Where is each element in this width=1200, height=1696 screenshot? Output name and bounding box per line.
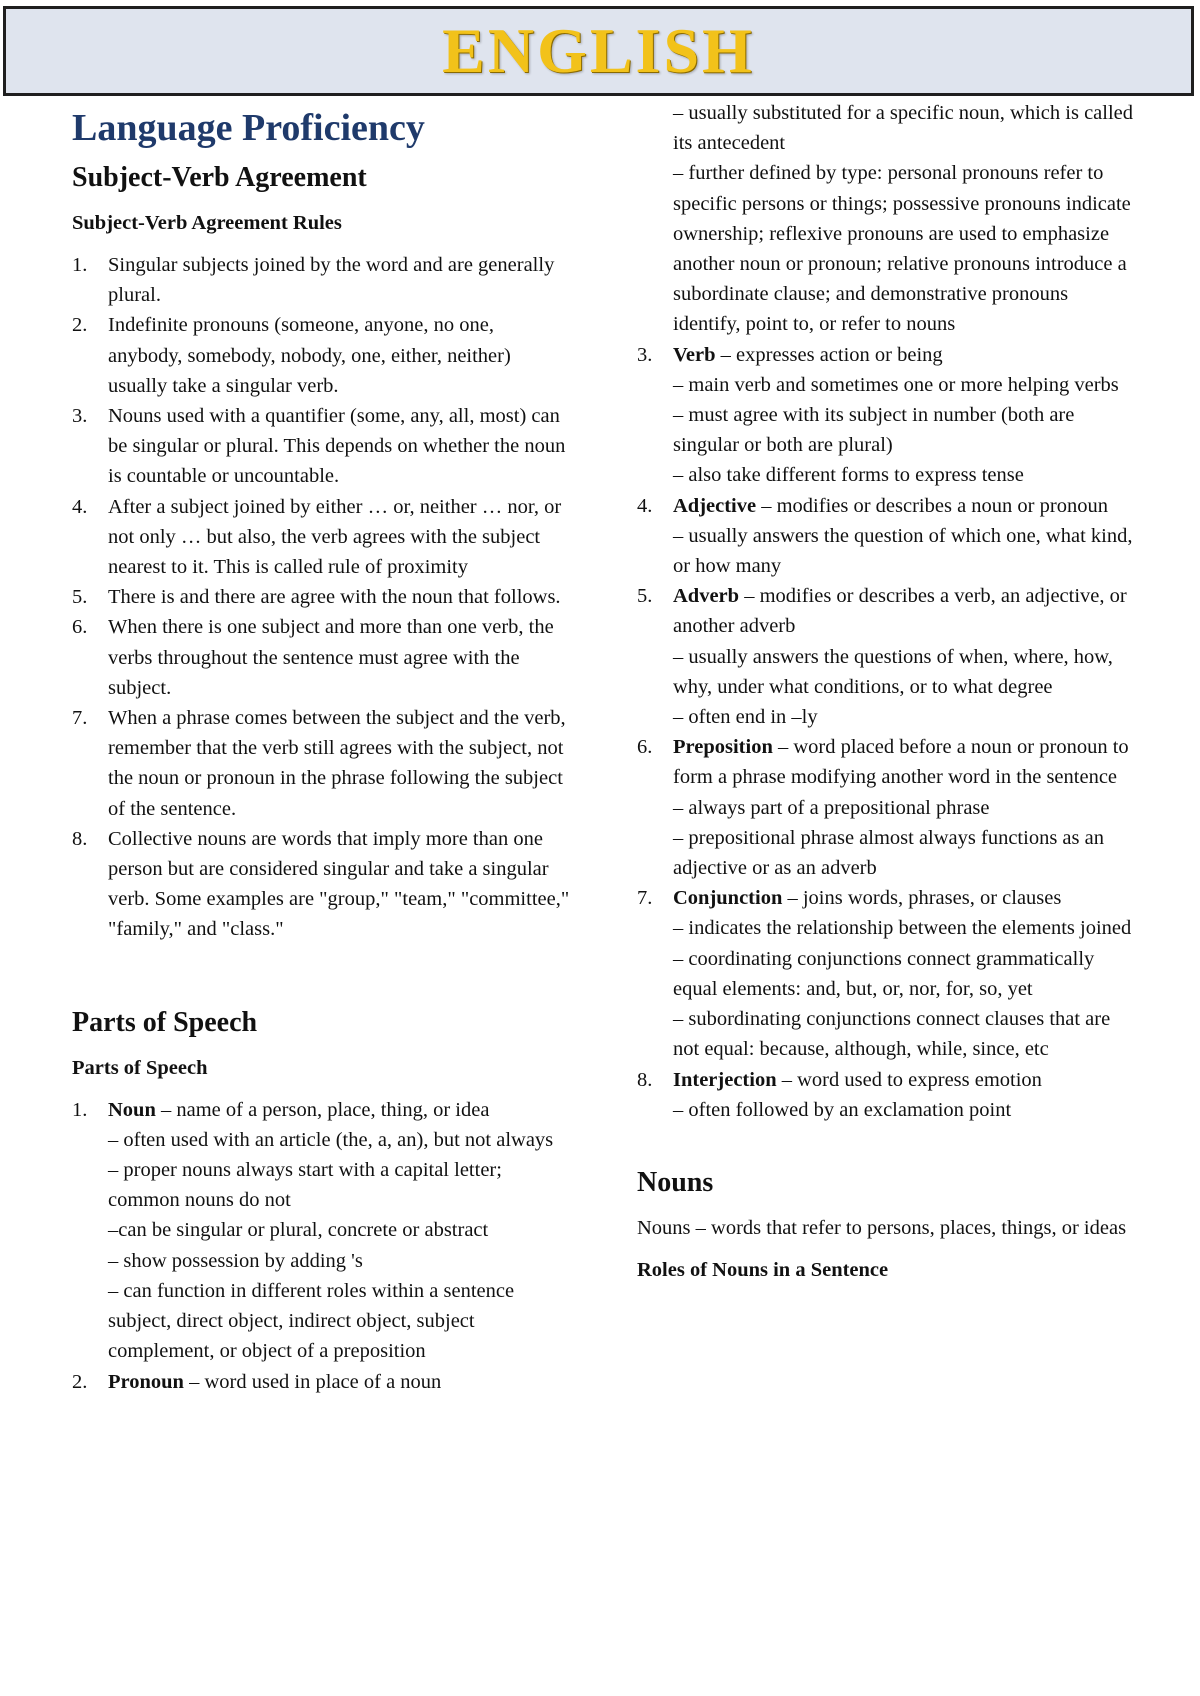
pos-definition: – word used in place of a noun <box>183 1370 442 1393</box>
pos-detail: – often followed by an exclamation point <box>673 1098 1012 1121</box>
pos-detail: – also take different forms to express tense <box>673 464 1024 487</box>
pos-detail: – usually answers the questions of when, where, how, why, under what conditions, or to what degree <box>673 645 1113 698</box>
pos-detail: – subordinating conjunctions connect clauses that are not equal: because, although, while, since, etc <box>673 1008 1111 1061</box>
pos-number: 5. <box>637 585 653 608</box>
pos-number: 4. <box>637 494 653 517</box>
pos-detail: – main verb and sometimes one or more helping verbs <box>673 373 1119 396</box>
pos-term: Conjunction <box>673 887 783 910</box>
pos-sub-heading: Parts of Speech <box>72 1056 208 1079</box>
rule-item <box>72 310 572 401</box>
pos-definition: – name of a person, place, thing, or idea <box>155 1098 490 1121</box>
sva-rules-heading: Subject-Verb Agreement Rules <box>72 212 342 234</box>
nouns-intro: Nouns – words that refer to persons, places, things, or ideas <box>637 1216 1127 1239</box>
rule-text: There is and there are agree with the noun that follows. <box>108 586 561 609</box>
pos-number: 1. <box>72 1098 88 1121</box>
pos-detail: – can function in different roles within a sentence subject, direct object, indirect object, subject complement, or object of a preposition <box>108 1279 515 1363</box>
pos-item-preposition <box>637 732 1137 883</box>
rule-item <box>72 582 572 612</box>
pos-detail: – often used with an article (the, a, an), but not always <box>108 1128 554 1151</box>
rule-text: When a phrase comes between the subject and the verb, remember that the verb still agrees with the subject, not the noun or pronoun in the phrase following the subject of the sentence. <box>108 707 566 820</box>
pos-term: Adverb <box>673 585 740 608</box>
sva-rules-list <box>72 250 572 945</box>
pos-item-adjective <box>637 491 1137 582</box>
rule-item <box>72 492 572 583</box>
pos-list-left <box>72 1095 572 1397</box>
pos-number: 6. <box>637 736 653 759</box>
pos-term: Preposition <box>673 736 773 759</box>
pos-detail: – usually substituted for a specific noun, which is called its antecedent <box>673 102 1134 155</box>
rule-number: 6. <box>72 616 88 639</box>
pos-item-pronoun <box>72 1367 572 1397</box>
pos-term: Noun <box>108 1098 156 1121</box>
nouns-heading: Nouns <box>637 1166 714 1198</box>
header-banner <box>3 6 1194 96</box>
rule-item <box>72 824 572 945</box>
pos-detail: – proper nouns always start with a capital letter; common nouns do not <box>108 1159 502 1212</box>
pos-number: 8. <box>637 1068 653 1091</box>
pos-definition: – expresses action or being <box>715 343 943 366</box>
sva-heading: Subject-Verb Agreement <box>72 162 367 193</box>
pos-item-pronoun-continued <box>637 98 1137 340</box>
right-column <box>637 98 1137 1285</box>
pos-detail: – prepositional phrase almost always functions as an adjective or as an adverb <box>673 826 1104 880</box>
pos-list-right <box>637 98 1137 1125</box>
rule-item <box>72 703 572 824</box>
rule-text: Singular subjects joined by the word and are generally plural. <box>108 254 555 307</box>
rule-text: Collective nouns are words that imply more than one person but are considered singular and take a singular verb. Some examples are "group," "team," "committee," "family," and "class." <box>108 827 570 941</box>
rule-item <box>72 612 572 703</box>
pos-term: Pronoun <box>108 1370 184 1393</box>
pos-number: 3. <box>637 343 653 366</box>
pos-item-conjunction <box>637 883 1137 1064</box>
pos-item-interjection <box>637 1065 1137 1125</box>
pos-heading: Parts of Speech <box>72 1006 258 1038</box>
rule-text: Nouns used with a quantifier (some, any, all, most) can be singular or plural. This depends on whether the noun is countable or uncountable. <box>108 405 566 488</box>
rule-number: 7. <box>72 707 88 730</box>
pos-item-verb <box>637 340 1137 491</box>
left-column <box>72 100 572 1397</box>
pos-detail: – indicates the relationship between the elements joined <box>673 917 1132 940</box>
pos-detail: – must agree with its subject in number (both are singular or both are plural) <box>673 404 1075 457</box>
rule-number: 3. <box>72 405 88 428</box>
pos-term: Verb <box>673 343 716 366</box>
rule-text: Indefinite pronouns (someone, anyone, no one, anybody, somebody, nobody, one, either, neither) usually take a singular verb. <box>108 314 511 397</box>
pos-detail: – further defined by type: personal pronouns refer to specific persons or things; possessive pronouns indicate ownership; reflexive pronouns are used to emphasize another noun or pronoun; relative pronouns introduce a subordinate clause; and demonstrative pronouns identify, point to, or refer to nouns <box>673 162 1131 336</box>
pos-detail: – coordinating conjunctions connect grammatically equal elements: and, but, or, nor, for, so, yet <box>673 947 1095 1000</box>
pos-detail: –can be singular or plural, concrete or abstract <box>108 1219 489 1242</box>
pos-term: Interjection <box>673 1068 777 1091</box>
banner-title: ENGLISH <box>442 15 755 86</box>
rule-number: 1. <box>72 254 88 276</box>
pos-definition: – modifies or describes a noun or pronoun <box>756 494 1108 517</box>
rule-number: 4. <box>72 495 88 518</box>
pos-detail: – usually answers the question of which one, what kind, or how many <box>673 524 1133 578</box>
pos-number: 2. <box>72 1370 88 1393</box>
rule-text: When there is one subject and more than one verb, the verbs throughout the sentence must agree with the subject. <box>108 616 554 699</box>
pos-definition: – word used to express emotion <box>776 1068 1042 1091</box>
nouns-roles-heading: Roles of Nouns in a Sentence <box>637 1259 889 1282</box>
pos-detail: – often end in –ly <box>673 706 818 729</box>
rule-number: 5. <box>72 586 88 609</box>
page-title: Language Proficiency <box>72 107 425 149</box>
pos-definition: – word placed before a noun or pronoun to form a phrase modifying another word in the sentence <box>673 736 1129 789</box>
pos-item-noun <box>72 1095 572 1367</box>
pos-item-adverb <box>637 581 1137 732</box>
pos-detail: – show possession by adding 's <box>108 1249 363 1272</box>
rule-text: After a subject joined by either … or, neither … nor, or not only … but also, the verb agrees with the subject nearest to it. This is called rule of proximity <box>108 495 562 579</box>
rule-number: 8. <box>72 827 88 850</box>
rule-item <box>72 401 572 492</box>
pos-definition: – modifies or describes a verb, an adjective, or another adverb <box>673 585 1127 638</box>
pos-number: 7. <box>637 887 653 910</box>
pos-detail: – always part of a prepositional phrase <box>673 796 990 819</box>
pos-term: Adjective <box>673 494 757 517</box>
pos-definition: – joins words, phrases, or clauses <box>782 887 1062 910</box>
rule-item <box>72 250 572 310</box>
rule-number: 2. <box>72 314 88 337</box>
